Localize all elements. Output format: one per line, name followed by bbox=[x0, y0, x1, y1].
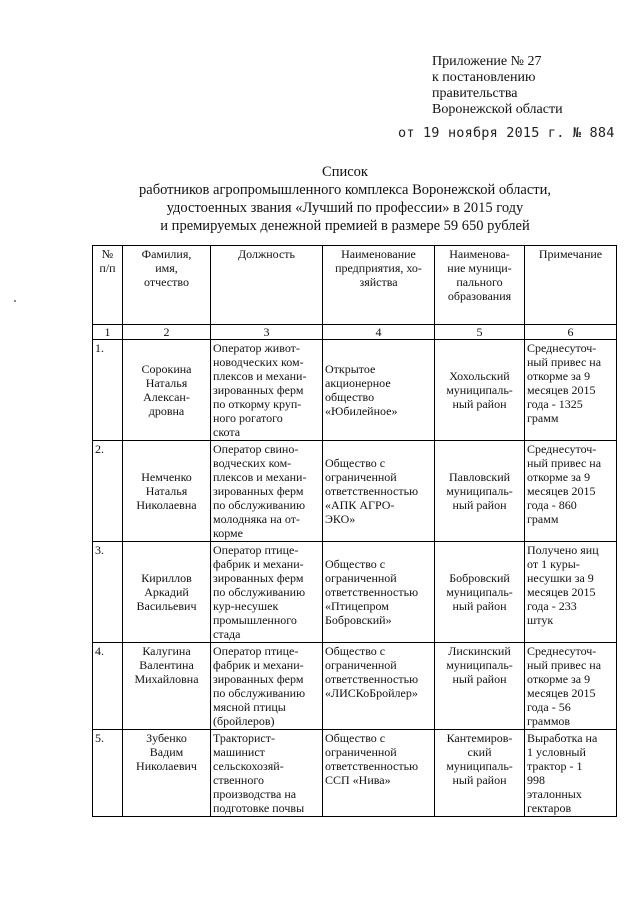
organization-cell: Общество с ограниченной ответственностью «АПК АГРО- ЭКО» bbox=[323, 441, 435, 542]
appendix-line-1: Приложение № 27 bbox=[432, 54, 542, 69]
table-row bbox=[93, 730, 617, 817]
title-line-2: работников агропромышленного комплекса Воронежской области, bbox=[139, 182, 551, 198]
note-cell: Среднесуточ- ный привес на откорме за 9 месяцев 2015 года - 860 грамм bbox=[525, 441, 617, 542]
row-number-cell: 2. bbox=[93, 441, 123, 542]
position-cell: Оператор живот- новодческих ком- плексов и механи- зированных ферм по откорму круп- ного рогатого скота bbox=[211, 340, 323, 441]
full-name-cell: Калугина Валентина Михайловна bbox=[123, 643, 211, 730]
full-name-cell: Кириллов Аркадий Васильевич bbox=[123, 542, 211, 643]
organization-cell: Общество с ограниченной ответственностью «Птицепром Бобровский» bbox=[323, 542, 435, 643]
column-header-3: Должность bbox=[211, 246, 323, 325]
organization-cell: Открытое акционерное общество «Юбилейное» bbox=[323, 340, 435, 441]
column-number-5: 5 bbox=[435, 325, 525, 340]
title-line-4: и премируемых денежной премией в размере 59 650 рублей bbox=[160, 218, 530, 234]
column-header-6: Примечание bbox=[525, 246, 617, 325]
column-header-1: № п/п bbox=[93, 246, 123, 325]
full-name-cell: Сорокина Наталья Алексан- дровна bbox=[123, 340, 211, 441]
full-name-cell: Зубенко Вадим Николаевич bbox=[123, 730, 211, 817]
row-number-cell: 3. bbox=[93, 542, 123, 643]
column-number-row bbox=[93, 325, 617, 340]
column-number-2: 2 bbox=[123, 325, 211, 340]
position-cell: Оператор птице- фабрик и механи- зированных ферм по обслуживанию кур-несушек промышленного стада bbox=[211, 542, 323, 643]
position-cell: Оператор птице- фабрик и механи- зированных ферм по обслуживанию мясной птицы (бройлеров) bbox=[211, 643, 323, 730]
organization-cell: Общество с ограниченной ответственностью ССП «Нива» bbox=[323, 730, 435, 817]
column-number-6: 6 bbox=[525, 325, 617, 340]
column-header-2: Фамилия, имя, отчество bbox=[123, 246, 211, 325]
column-number-4: 4 bbox=[323, 325, 435, 340]
note-cell: Выработка на 1 условный трактор - 1 998 эталонных гектаров bbox=[525, 730, 617, 817]
organization-cell: Общество с ограниченной ответственностью «ЛИСКоБройлер» bbox=[323, 643, 435, 730]
appendix-block bbox=[432, 54, 632, 118]
row-number-cell: 4. bbox=[93, 643, 123, 730]
table-row bbox=[93, 441, 617, 542]
appendix-line-3: правительства bbox=[432, 86, 518, 101]
column-header-5: Наименова- ние муници- пального образования bbox=[435, 246, 525, 325]
table-header-row bbox=[93, 246, 617, 325]
column-number-1: 1 bbox=[93, 325, 123, 340]
position-cell: Тракторист- машинист сельскохозяй- ственного производства на подготовке почвы bbox=[211, 730, 323, 817]
table-row bbox=[93, 340, 617, 441]
municipality-cell: Лискинский муниципаль- ный район bbox=[435, 643, 525, 730]
position-cell: Оператор свино- водческих ком- плексов и механи- зированных ферм по обслуживанию молодняка на от- корме bbox=[211, 441, 323, 542]
table-row bbox=[93, 643, 617, 730]
scan-speck bbox=[14, 300, 16, 302]
appendix-line-2: к постановлению bbox=[432, 70, 536, 85]
decree-date-stamp: от 19 ноября 2015 г. № 884 bbox=[398, 125, 615, 141]
row-number-cell: 5. bbox=[93, 730, 123, 817]
municipality-cell: Бобровский муниципаль- ный район bbox=[435, 542, 525, 643]
full-name-cell: Немченко Наталья Николаевна bbox=[123, 441, 211, 542]
row-number-cell: 1. bbox=[93, 340, 123, 441]
municipality-cell: Хохольский муниципаль- ный район bbox=[435, 340, 525, 441]
title-line-1: Список bbox=[322, 164, 368, 180]
note-cell: Среднесуточ- ный привес на откорме за 9 месяцев 2015 года - 56 граммов bbox=[525, 643, 617, 730]
note-cell: Среднесуточ- ный привес на откорме за 9 месяцев 2015 года - 1325 грамм bbox=[525, 340, 617, 441]
table-row bbox=[93, 542, 617, 643]
title-line-3: удостоенных звания «Лучший по профессии» в 2015 году bbox=[166, 200, 524, 216]
column-header-4: Наименование предприятия, хо- зяйства bbox=[323, 246, 435, 325]
note-cell: Получено яиц от 1 куры- несушки за 9 месяцев 2015 года - 233 штук bbox=[525, 542, 617, 643]
appendix-line-4: Воронежской области bbox=[432, 102, 563, 117]
column-number-3: 3 bbox=[211, 325, 323, 340]
document-title bbox=[100, 163, 590, 235]
municipality-cell: Кантемиров- ский муниципаль- ный район bbox=[435, 730, 525, 817]
awardees-table bbox=[92, 245, 617, 817]
municipality-cell: Павловский муниципаль- ный район bbox=[435, 441, 525, 542]
